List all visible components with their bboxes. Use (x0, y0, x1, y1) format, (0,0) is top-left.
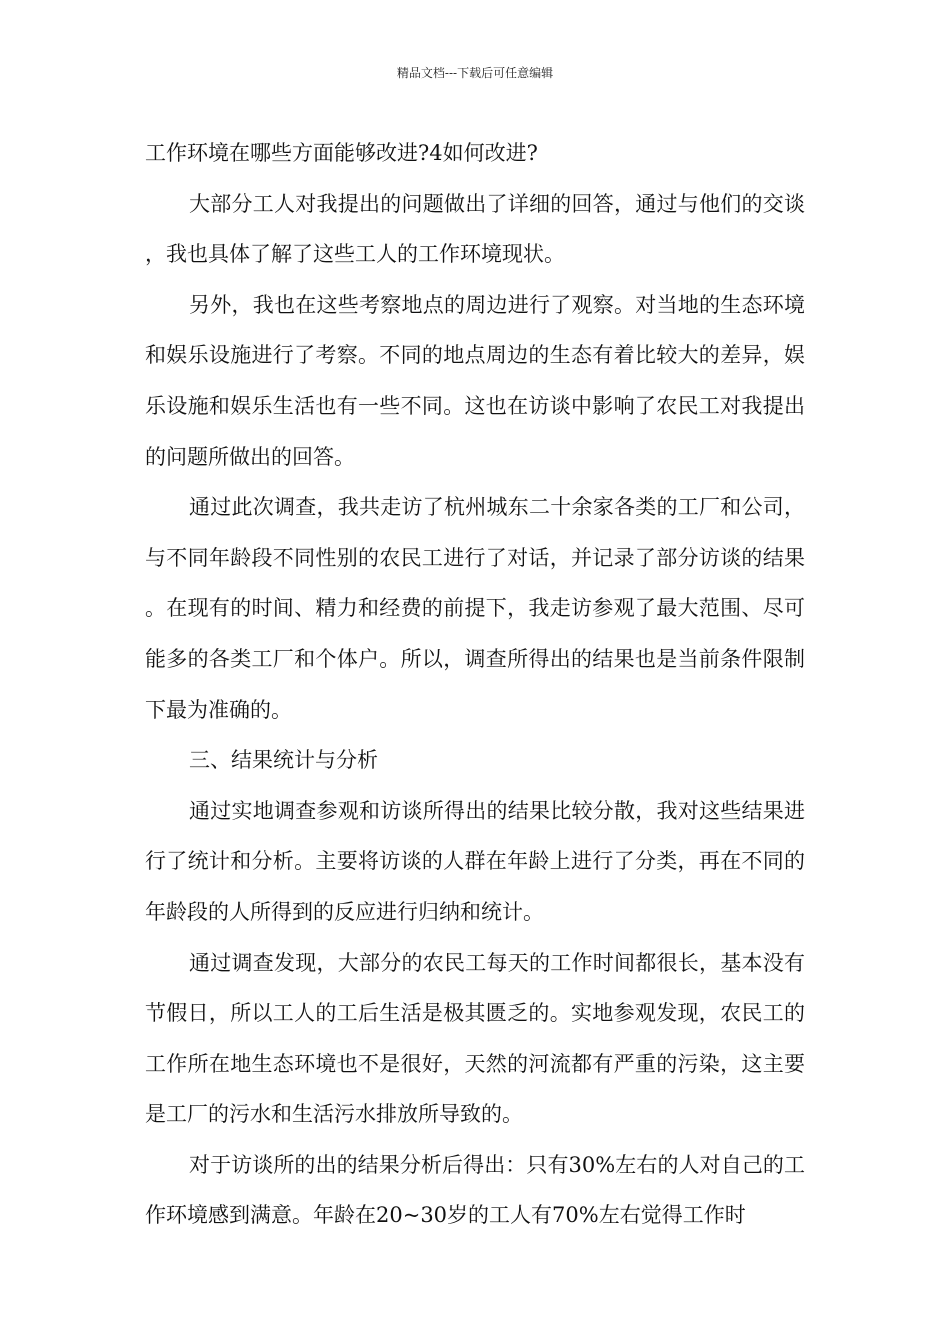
paragraph: 对于访谈所的出的结果分析后得出：只有30%左右的人对自己的工作环境感到满意。年龄在20~30岁的工人有70%左右觉得工作时 (145, 1152, 805, 1228)
section-heading: 三、结果统计与分析 (189, 748, 378, 773)
paragraph: 大部分工人对我提出的问题做出了详细的回答，通过与他们的交谈，我也具体了解了这些工人的工作环境现状。 (145, 191, 805, 267)
document-body (145, 128, 805, 1241)
paragraph: 通过实地调查参观和访谈所得出的结果比较分散，我对这些结果进行了统计和分析。主要将访谈的人群在年龄上进行了分类，再在不同的年龄段的人所得到的反应进行归纳和统计。 (145, 798, 805, 924)
paragraph: 通过此次调查，我共走访了杭州城东二十余家各类的工厂和公司，与不同年龄段不同性别的农民工进行了对话，并记录了部分访谈的结果。在现有的时间、精力和经费的前提下，我走访参观了最大范围、尽可能多的各类工厂和个体户。所以，调查所得出的结果也是当前条件限制下最为准确的。 (145, 495, 805, 722)
paragraph: 通过调查发现，大部分的农民工每天的工作时间都很长，基本没有节假日，所以工人的工后生活是极其匮乏的。实地参观发现，农民工的工作所在地生态环境也不是很好，天然的河流都有严重的污染，这主要是工厂的污水和生活污水排放所导致的。 (145, 950, 805, 1127)
page-header: 精品文档---下载后可任意编辑 (396, 66, 554, 80)
paragraph: 另外，我也在这些考察地点的周边进行了观察。对当地的生态环境和娱乐设施进行了考察。不同的地点周边的生态有着比较大的差异，娱乐设施和娱乐生活也有一些不同。这也在访谈中影响了农民工对我提出的问题所做出的回答。 (145, 292, 805, 469)
paragraph-continuation: 工作环境在哪些方面能够改进?4如何改进? (145, 141, 538, 165)
